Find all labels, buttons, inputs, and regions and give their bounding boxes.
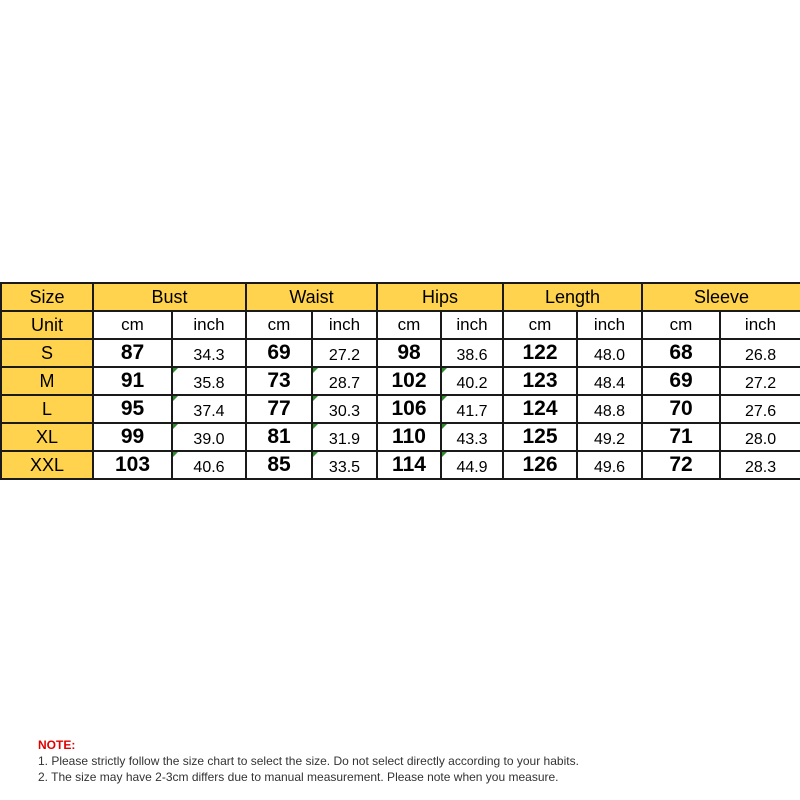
size-row-xl — [1, 423, 800, 451]
size-label: L — [1, 395, 93, 423]
waist-cm-cell: 77 — [246, 395, 312, 423]
length-inch-cell: 48.0 — [577, 339, 642, 367]
waist-header: Waist — [246, 283, 377, 311]
hips-cm-cell: 102 — [377, 367, 441, 395]
sleeve-inch-cell: 26.8 — [720, 339, 800, 367]
length-cm-cell: 123 — [503, 367, 577, 395]
length-cm-cell: 124 — [503, 395, 577, 423]
length-header: Length — [503, 283, 642, 311]
sleeve-cm-cell: 69 — [642, 367, 720, 395]
bust-inch-cell: 35.8 — [172, 367, 246, 395]
unit-cell: inch — [441, 311, 503, 339]
hips-cm-cell: 114 — [377, 451, 441, 479]
waist-inch-cell: 28.7 — [312, 367, 377, 395]
bust-cm-cell: 99 — [93, 423, 172, 451]
sleeve-cm-cell: 68 — [642, 339, 720, 367]
hips-inch-cell: 40.2 — [441, 367, 503, 395]
hips-cm-cell: 106 — [377, 395, 441, 423]
bust-inch-cell: 34.3 — [172, 339, 246, 367]
size-label: XL — [1, 423, 93, 451]
bust-header: Bust — [93, 283, 246, 311]
sleeve-cm-cell: 70 — [642, 395, 720, 423]
hips-header: Hips — [377, 283, 503, 311]
size-row-l — [1, 395, 800, 423]
sleeve-inch-cell: 27.6 — [720, 395, 800, 423]
sleeve-inch-cell: 28.3 — [720, 451, 800, 479]
hips-cm-cell: 98 — [377, 339, 441, 367]
bust-inch-cell: 40.6 — [172, 451, 246, 479]
note-title: NOTE: — [38, 738, 76, 752]
length-cm-cell: 125 — [503, 423, 577, 451]
waist-cm-cell: 85 — [246, 451, 312, 479]
waist-cm-cell: 69 — [246, 339, 312, 367]
size-header: Size — [1, 283, 93, 311]
sleeve-inch-cell: 28.0 — [720, 423, 800, 451]
length-inch-cell: 48.4 — [577, 367, 642, 395]
bust-cm-cell: 95 — [93, 395, 172, 423]
size-note — [38, 737, 579, 785]
size-row-xxl — [1, 451, 800, 479]
waist-inch-cell: 30.3 — [312, 395, 377, 423]
unit-cell: inch — [172, 311, 246, 339]
size-label: M — [1, 367, 93, 395]
size-label: S — [1, 339, 93, 367]
hips-inch-cell: 43.3 — [441, 423, 503, 451]
unit-row — [1, 311, 800, 339]
hips-inch-cell: 41.7 — [441, 395, 503, 423]
bust-cm-cell: 91 — [93, 367, 172, 395]
waist-cm-cell: 73 — [246, 367, 312, 395]
length-inch-cell: 48.8 — [577, 395, 642, 423]
bust-cm-cell: 103 — [93, 451, 172, 479]
waist-inch-cell: 33.5 — [312, 451, 377, 479]
waist-cm-cell: 81 — [246, 423, 312, 451]
unit-label: Unit — [1, 311, 93, 339]
unit-cell: inch — [577, 311, 642, 339]
sleeve-inch-cell: 27.2 — [720, 367, 800, 395]
hips-inch-cell: 44.9 — [441, 451, 503, 479]
waist-inch-cell: 27.2 — [312, 339, 377, 367]
size-row-s — [1, 339, 800, 367]
unit-cell: cm — [503, 311, 577, 339]
size-label: XXL — [1, 451, 93, 479]
unit-cell: cm — [93, 311, 172, 339]
unit-cell: cm — [642, 311, 720, 339]
note-line: 1. Please strictly follow the size chart to select the size. Do not select directly according to your habits. — [38, 754, 579, 768]
note-line: 2. The size may have 2-3cm differs due to manual measurement. Please note when you measure. — [38, 770, 559, 784]
unit-cell: inch — [720, 311, 800, 339]
hips-inch-cell: 38.6 — [441, 339, 503, 367]
size-row-m — [1, 367, 800, 395]
sleeve-header: Sleeve — [642, 283, 800, 311]
header-row — [1, 283, 800, 311]
bust-cm-cell: 87 — [93, 339, 172, 367]
sleeve-cm-cell: 72 — [642, 451, 720, 479]
hips-cm-cell: 110 — [377, 423, 441, 451]
length-inch-cell: 49.2 — [577, 423, 642, 451]
waist-inch-cell: 31.9 — [312, 423, 377, 451]
length-cm-cell: 122 — [503, 339, 577, 367]
size-chart-table — [0, 282, 800, 480]
unit-cell: cm — [246, 311, 312, 339]
bust-inch-cell: 39.0 — [172, 423, 246, 451]
sleeve-cm-cell: 71 — [642, 423, 720, 451]
unit-cell: cm — [377, 311, 441, 339]
length-inch-cell: 49.6 — [577, 451, 642, 479]
length-cm-cell: 126 — [503, 451, 577, 479]
bust-inch-cell: 37.4 — [172, 395, 246, 423]
unit-cell: inch — [312, 311, 377, 339]
